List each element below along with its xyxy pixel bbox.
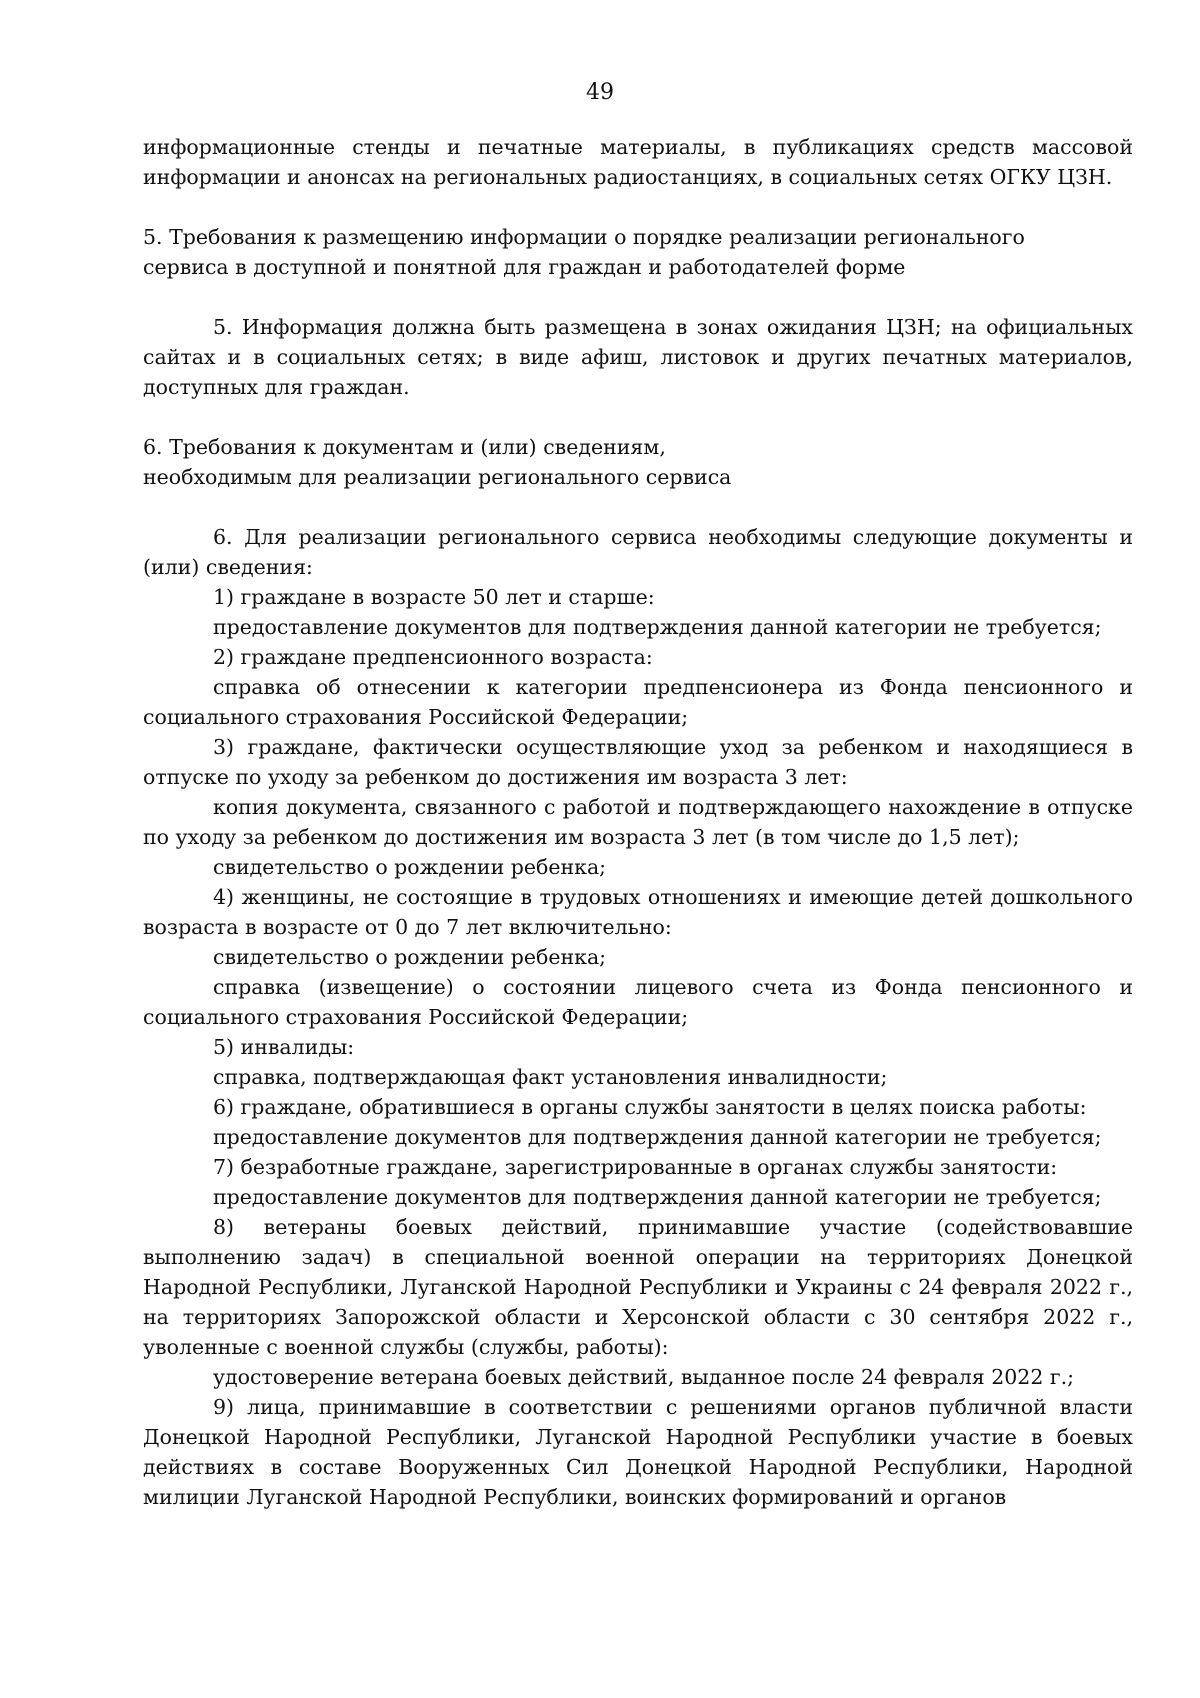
section6-paragraph: справка, подтверждающая факт установления инвалидности;	[213, 1065, 888, 1089]
section6-paragraph: 3) граждане, фактически осуществляющие уход за ребенком и находящиеся в отпуске по уходу за ребенком до достижения им возраста 3 лет:	[143, 735, 1133, 789]
section6-paragraph: предоставление документов для подтверждения данной категории не требуется;	[213, 1125, 1102, 1149]
section6-paragraph: 2) граждане предпенсионного возраста:	[213, 645, 653, 669]
section6-paragraph: 5) инвалиды:	[213, 1035, 355, 1059]
section6-paragraph: свидетельство о рождении ребенка;	[213, 855, 607, 879]
section6-paragraph: 1) граждане в возрасте 50 лет и старше:	[213, 585, 655, 609]
section6-paragraph: 6) граждане, обратившиеся в органы службы занятости в целях поиска работы:	[213, 1095, 1087, 1119]
section6-paragraph: справка (извещение) о состоянии лицевого счета из Фонда пенсионного и социального страхования Российской Федерации;	[143, 975, 1133, 1029]
section6-paragraph: 7) безработные граждане, зарегистрированные в органах службы занятости:	[213, 1155, 1058, 1179]
section6-paragraph: свидетельство о рождении ребенка;	[213, 945, 607, 969]
section6-paragraph: 8) ветераны боевых действий, принимавшие участие (содействовавшие выполнению задач) в специальной военной операции на территориях Донецкой Народной Республики, Луганской Народной Республики и Украины с 24 февраля 2022 г., на территориях Запорожской области и Херсонской области с 30 сентября 2022 г., уволенные с военной службы (службы, работы):	[143, 1215, 1133, 1359]
section6-paragraph: удостоверение ветерана боевых действий, выданное после 24 февраля 2022 г.;	[213, 1365, 1075, 1389]
section6-paragraph: копия документа, связанного с работой и подтверждающего нахождение в отпуске по уходу за ребенком до достижения им возраста 3 лет (в том числе до 1,5 лет);	[143, 795, 1133, 849]
section6-paragraph: предоставление документов для подтверждения данной категории не требуется;	[213, 1185, 1102, 1209]
section6-paragraph: предоставление документов для подтверждения данной категории не требуется;	[213, 615, 1102, 639]
document-body	[143, 132, 1133, 1512]
section6-paragraph: 6. Для реализации регионального сервиса необходимы следующие документы и (или) сведения:	[143, 525, 1133, 579]
section5-paragraph: 5. Информация должна быть размещена в зонах ожидания ЦЗН; на официальных сайтах и в социальных сетях; в виде афиш, листовок и других печатных материалов, доступных для граждан.	[143, 315, 1133, 399]
section6-heading-line2: необходимым для реализации регионального сервиса	[143, 465, 732, 489]
section6-paragraph: 4) женщины, не состоящие в трудовых отношениях и имеющие детей дошкольного возраста в возрасте от 0 до 7 лет включительно:	[143, 885, 1133, 939]
section6-paragraph: справка об отнесении к категории предпенсионера из Фонда пенсионного и социального страхования Российской Федерации;	[143, 675, 1133, 729]
section5-heading-line2: сервиса в доступной и понятной для граждан и работодателей форме	[143, 255, 906, 279]
section5-heading-line1: 5. Требования к размещению информации о порядке реализации регионального	[143, 225, 1025, 249]
section6-paragraph: 9) лица, принимавшие в соответствии с решениями органов публичной власти Донецкой Народной Республики, Луганской Народной Республики участие в боевых действиях в составе Вооруженных Сил Донецкой Народной Республики, Народной милиции Луганской Народной Республики, воинских формирований и органов	[143, 1395, 1133, 1509]
section6-heading-line1: 6. Требования к документам и (или) сведениям,	[143, 435, 666, 459]
page-number: 49	[586, 80, 614, 105]
intro-paragraph: информационные стенды и печатные материалы, в публикациях средств массовой информации и анонсах на региональных радиостанциях, в социальных сетях ОГКУ ЦЗН.	[143, 135, 1133, 189]
